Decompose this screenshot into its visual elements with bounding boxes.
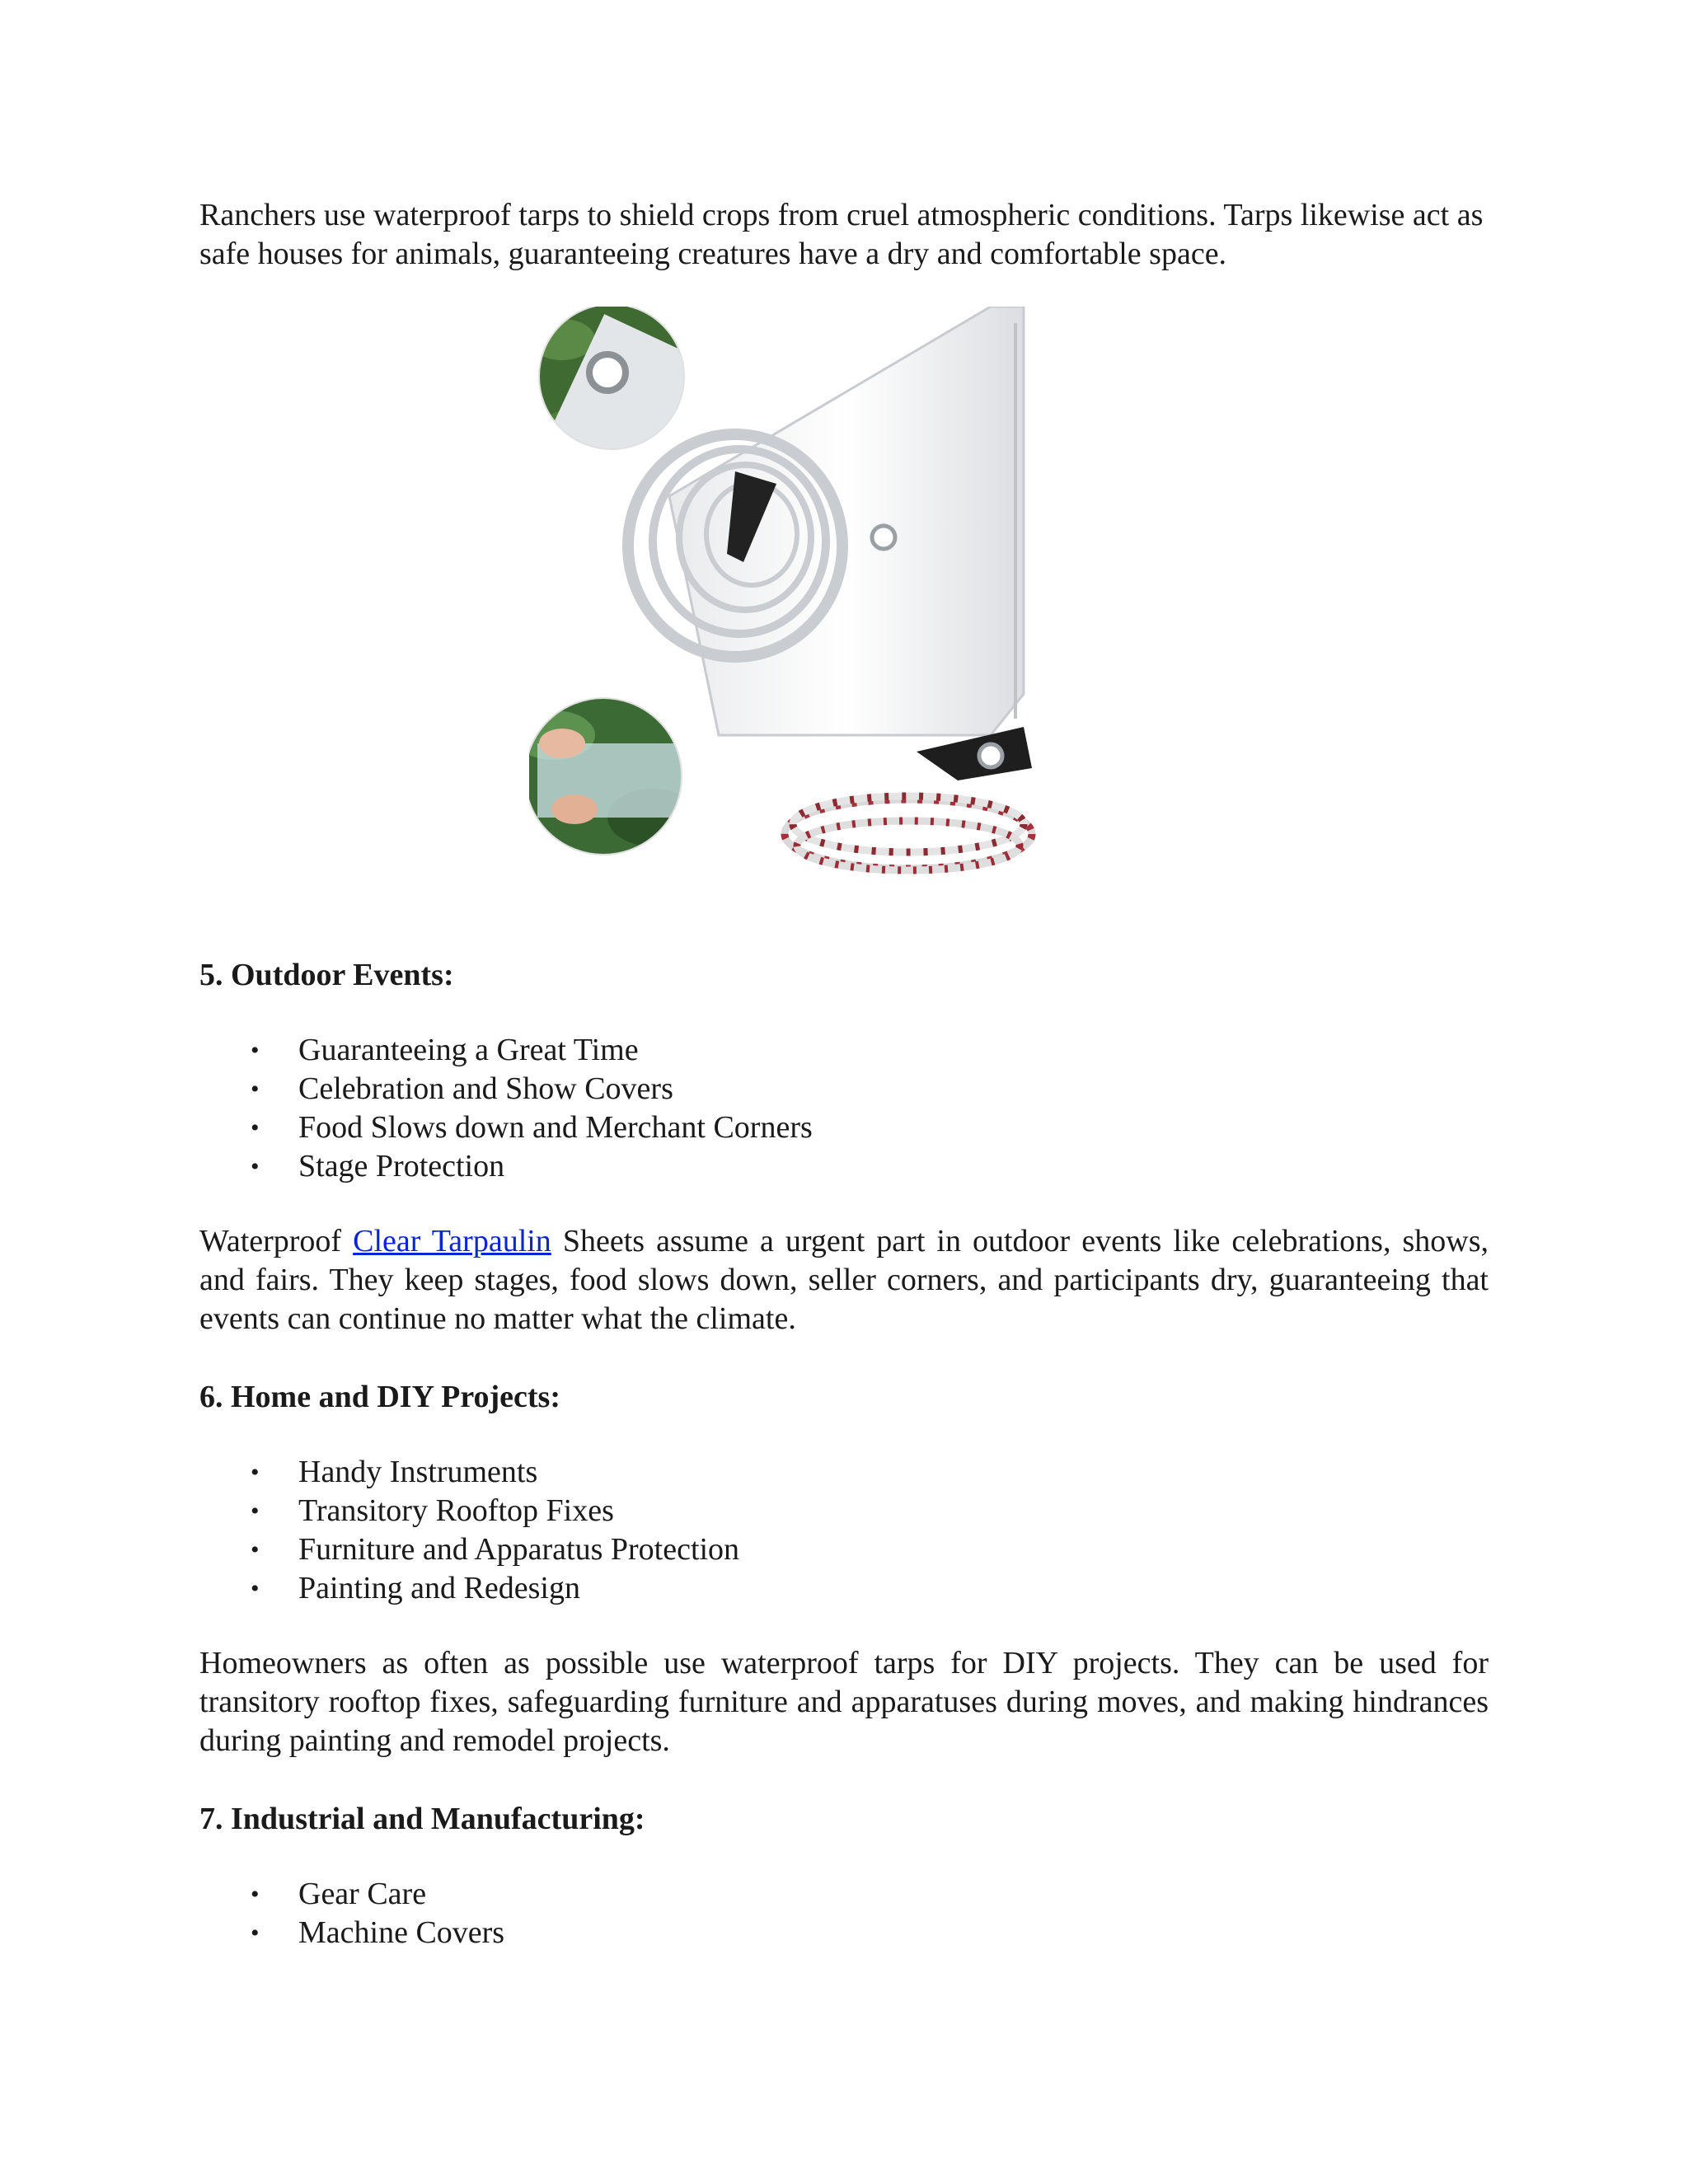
list-item: • Food Slows down and Merchant Corners	[199, 1108, 1489, 1147]
bullet-icon: •	[251, 1536, 260, 1563]
list-item: • Painting and Redesign	[199, 1569, 1489, 1608]
page-content	[199, 196, 1489, 1952]
list-item: • Guaranteeing a Great Time	[199, 1031, 1489, 1070]
bullet-icon: •	[251, 1114, 260, 1141]
bullet-list-industrial	[199, 1875, 1489, 1952]
bullet-list-outdoor-events	[199, 1031, 1489, 1186]
list-item: • Machine Covers	[199, 1914, 1489, 1952]
inset-hands-detail	[529, 694, 698, 859]
outdoor-events-paragraph: Waterproof Clear Tarpaulin Sheets assume a urgent part in outdoor events like celebrations, shows, and fairs. They keep stages, food slows down, seller corners, and participants dry, guaranteeing that events can continue no matter what the climate.	[199, 1224, 1489, 1336]
list-item: • Transitory Rooftop Fixes	[199, 1492, 1489, 1530]
bullet-list-home-diy	[199, 1453, 1489, 1608]
home-diy-paragraph: Homeowners as often as possible use waterproof tarps for DIY projects. They can be used for transitory rooftop fixes, safeguarding furniture and apparatuses during moves, and making hindrances during painting and remodel projects.	[199, 1646, 1489, 1758]
list-item: • Stage Protection	[199, 1147, 1489, 1186]
product-figure	[199, 307, 1489, 933]
intro-paragraph: Ranchers use waterproof tarps to shield crops from cruel atmospheric conditions. Tarps likewise act as safe houses for animals, guaranteeing creatures have a dry and comfortable space.	[199, 198, 1484, 271]
grommet-icon	[872, 526, 895, 549]
bullet-icon: •	[251, 1076, 260, 1103]
list-item: • Handy Instruments	[199, 1453, 1489, 1492]
clear-tarpaulin-link[interactable]: Clear Tarpaulin	[353, 1224, 551, 1258]
section-heading-industrial: 7. Industrial and Manufacturing:	[199, 1802, 645, 1836]
section-heading-home-diy: 6. Home and DIY Projects:	[199, 1380, 560, 1414]
bullet-icon: •	[251, 1153, 260, 1180]
section-heading-outdoor-events: 5. Outdoor Events:	[199, 958, 454, 992]
bullet-icon: •	[251, 1881, 260, 1908]
bullet-icon: •	[251, 1497, 260, 1525]
bullet-icon: •	[251, 1037, 260, 1064]
bullet-icon: •	[251, 1919, 260, 1947]
tarp-sheet	[669, 307, 1024, 735]
bullet-icon: •	[251, 1459, 260, 1486]
list-item: • Furniture and Apparatus Protection	[199, 1530, 1489, 1569]
bullet-icon: •	[251, 1575, 260, 1602]
list-item: • Celebration and Show Covers	[199, 1070, 1489, 1108]
tarp-roll-image	[529, 307, 1123, 900]
rope-coil	[785, 796, 1032, 870]
list-item: • Gear Care	[199, 1875, 1489, 1914]
